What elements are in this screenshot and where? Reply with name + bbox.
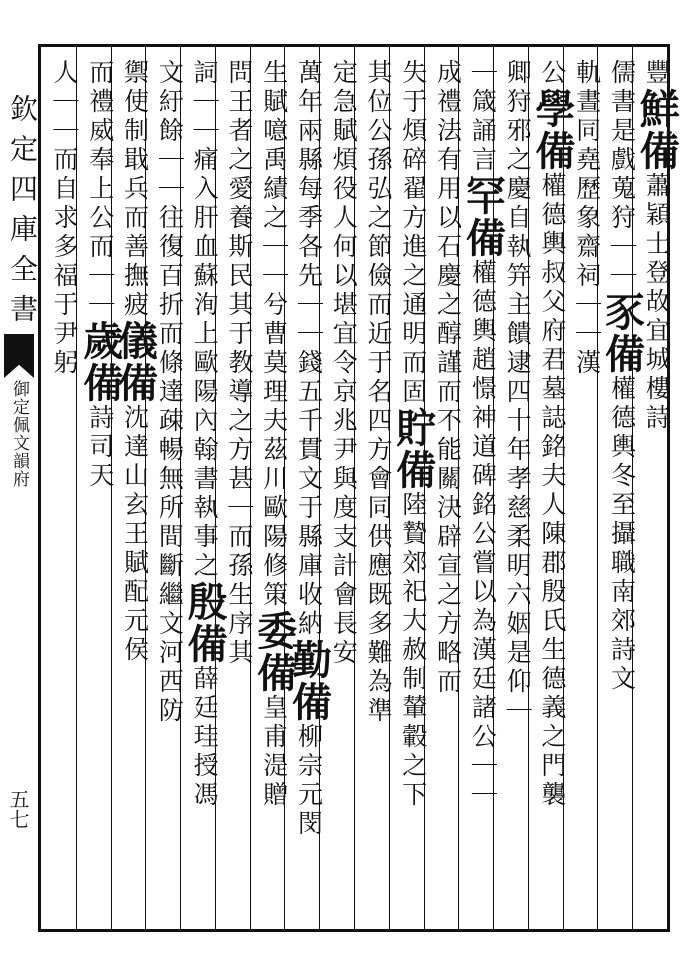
headword: 罕備 — [459, 175, 507, 259]
text-segment: 柳宗元閔 — [294, 723, 324, 839]
headword: 勤備 — [285, 639, 333, 723]
headword: 委備 — [250, 610, 298, 694]
fishtail-mark — [4, 334, 34, 378]
text-segment: 萬年兩縣每季各先｜｜錢五千貫文于縣庫收納 — [294, 59, 324, 639]
text-segment: 生賦噫禹績之｜｜兮曹莫理夫茲川歐陽修策 — [259, 59, 289, 610]
headword: 歲備 — [76, 320, 124, 404]
headword: 鮮備 — [633, 88, 681, 172]
column-text — [41, 47, 88, 378]
text-segment: 權德輿叔父府君墓誌銘夫人陳郡殷氏生德義之門襲 — [537, 172, 567, 810]
text-segment: 蕭穎士登故宜城樓詩 — [642, 172, 672, 433]
text-segment: 問王者之愛養斯民其于教導之方甚｜而 — [224, 59, 254, 552]
text-segment: 軌晝同堯歷象齋祠｜｜漢 — [572, 59, 602, 378]
headword: 學備 — [528, 88, 576, 172]
headword: 貯備 — [389, 407, 437, 491]
text-segment: 皇甫湜贈 — [259, 694, 289, 810]
text-segment: 孫生序其 — [224, 552, 254, 668]
text-segment: ｜箴誦言 — [468, 59, 498, 175]
text-segment: 成禮法有用以石慶之醇謹而不能關決辟宣之方略而 — [433, 59, 463, 697]
text-segment: 禦使制戢兵而善撫疲 — [120, 59, 150, 320]
text-segment: 而禮威奉上公而｜｜ — [85, 59, 115, 320]
text-segment: 詩司天 — [85, 404, 115, 491]
page-number: 五七 — [6, 789, 30, 829]
text-segment: 沈達山玄王賦配元侯 — [120, 404, 150, 665]
text-segment: 公 — [537, 59, 567, 88]
text-segment: 詞｜｜痛入肝血蘇洵上歐陽內翰書執事之 — [190, 59, 220, 581]
book-title-header: 欽定四庫全書 — [6, 94, 39, 334]
volume-title: 御定佩文韻府 — [9, 380, 29, 488]
text-segment: 文紆餘｜｜往復百折而條達疎暢無所間斷繼文河西防 — [155, 59, 185, 726]
text-columns — [41, 47, 681, 929]
text-segment: 人｜｜而自求多福于尹躬 — [50, 59, 79, 378]
text-segment: 薛廷珪授馮 — [190, 665, 220, 810]
text-segment: 豐 — [642, 59, 672, 88]
headword: 殷備 — [181, 581, 229, 665]
text-segment: 權德輿冬至攝職南郊詩文 — [607, 375, 637, 694]
text-segment: 儒書是戲蒐狩｜｜ — [607, 59, 637, 291]
text-segment: 卿狩邪之慶自執笄主饋逮四十年孝慈柔明六姻是仰｜ — [503, 59, 533, 726]
text-column — [41, 47, 79, 929]
page-margin — [0, 44, 39, 932]
text-segment: 陸贄郊祀大赦制輦轂之下 — [398, 491, 428, 810]
headword: 豕備 — [598, 291, 646, 375]
headword: 儀備 — [111, 320, 159, 404]
text-segment: 定急賦煩役人何以堪宜令京兆尹與度支計會長安 — [329, 59, 359, 668]
text-segment: 權德輿趙憬神道碑銘公嘗以為漢廷諸公｜｜ — [468, 259, 498, 810]
text-segment: 其位公孫弘之節儉而近于名四方會同供應既多難為準 — [364, 59, 393, 726]
text-segment: 失于煩碎翟方進之通明而固 — [398, 59, 428, 407]
